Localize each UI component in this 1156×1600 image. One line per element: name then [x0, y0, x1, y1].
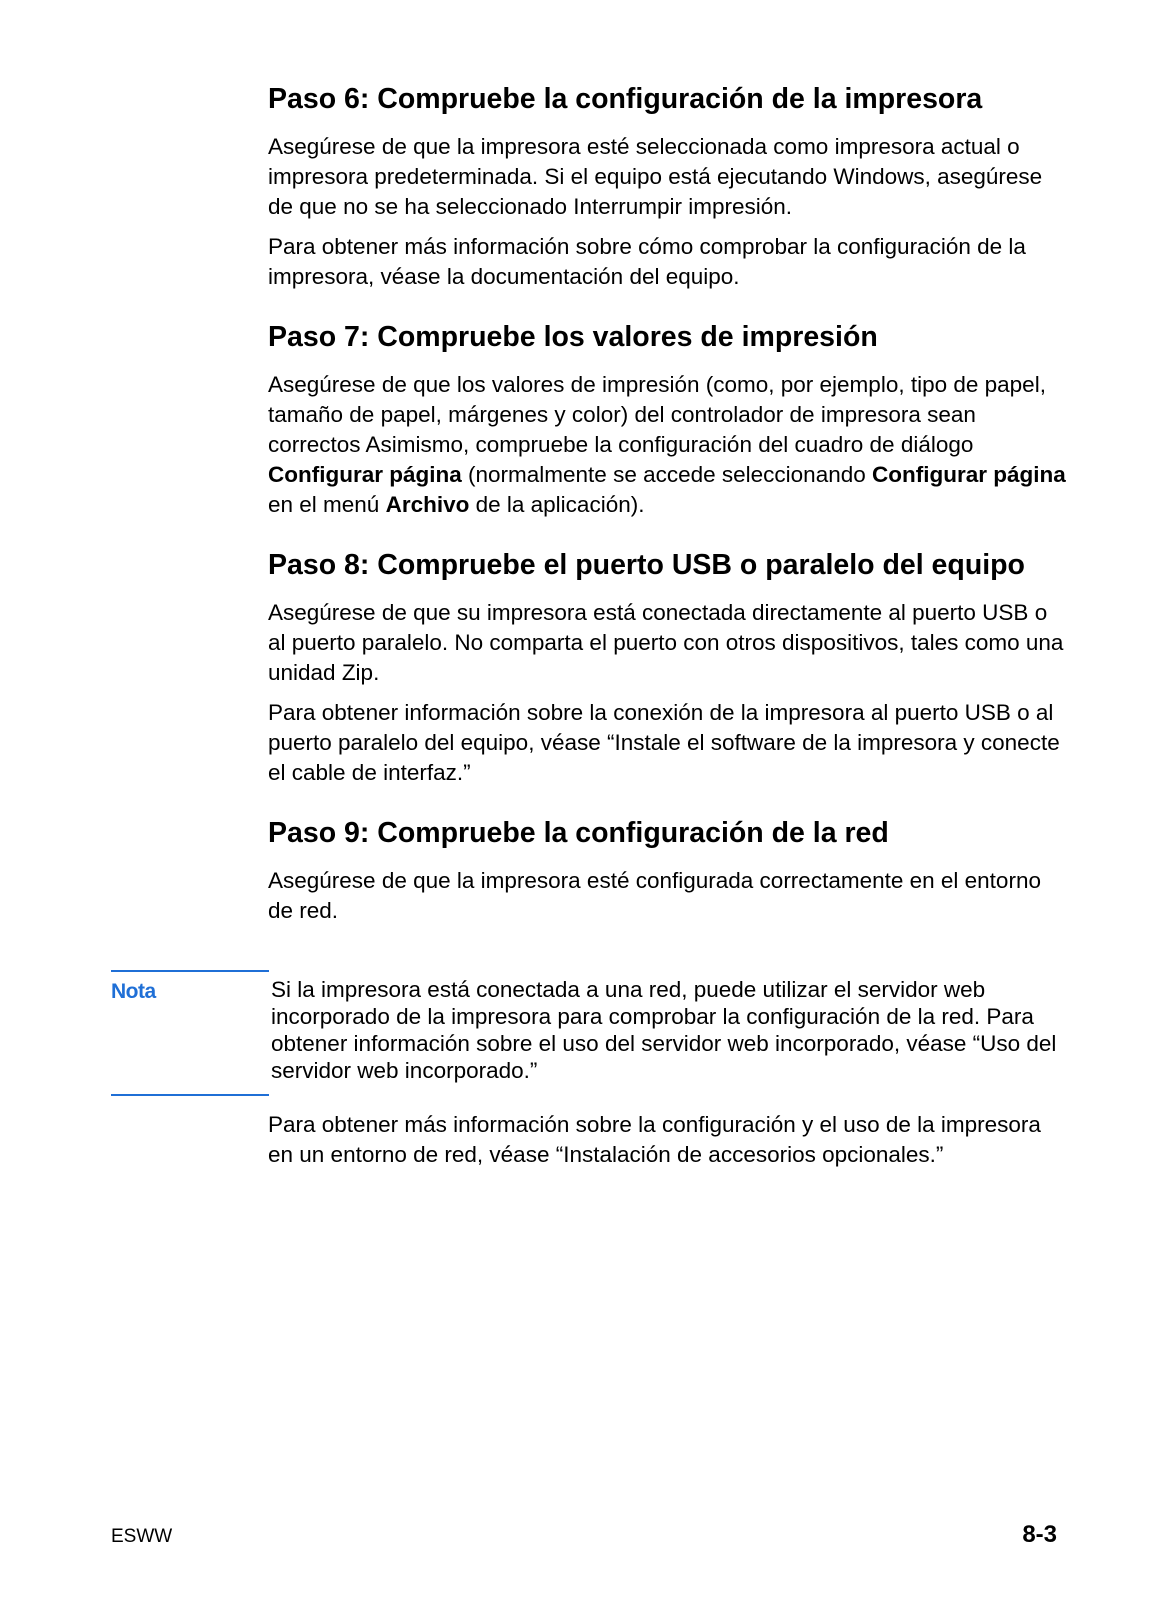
note-text: Si la impresora está conectada a una red, puede utilizar el servidor web incorporado de la impresora para comprobar la configuración de la red. Para obtener información sobre el uso del servidor web incorporado, véase “Uso del servidor web incorporado.”: [271, 977, 1057, 1083]
paragraph: Asegúrese de que la impresora esté configurada correctamente en el entorno de red.: [268, 868, 1041, 923]
note-box: [111, 970, 1071, 1096]
note-rule-top: [111, 970, 269, 972]
section-paso-6: [268, 82, 1068, 292]
text-run: de la aplicación).: [469, 492, 645, 517]
paragraph: Para obtener información sobre la conexión de la impresora al puerto USB o al puerto paralelo del equipo, véase “Instale el software de la impresora y conecte el cable de interfaz.”: [268, 700, 1060, 785]
section-paso-9: [268, 816, 1068, 926]
paragraph: Para obtener más información sobre la configuración y el uso de la impresora en un entorno de red, véase “Instalación de accesorios opcionales.”: [268, 1112, 1041, 1167]
text-run: Asegúrese de que los valores de impresión (como, por ejemplo, tipo de papel, tamaño de papel, márgenes y color) del controlador de impresora sean correctos Asimismo, compruebe la configuración del cuadro de diálogo: [268, 372, 1046, 457]
bold-term: Configurar página: [872, 462, 1066, 487]
text-run: (normalmente se accede seleccionando: [461, 462, 872, 487]
bold-term: Archivo: [385, 492, 470, 517]
paragraph: Asegúrese de que la impresora esté seleccionada como impresora actual o impresora predeterminada. Si el equipo está ejecutando Windows, asegúrese de que no se ha seleccionado Interrumpir impresión.: [268, 134, 1043, 219]
section-heading: Paso 6: Compruebe la configuración de la impresora: [268, 83, 983, 115]
bold-term: Configurar página: [268, 462, 462, 487]
main-content: [268, 82, 1068, 954]
footer-left: ESWW: [111, 1526, 173, 1547]
note-label: Nota: [111, 980, 156, 1003]
section-heading: Paso 9: Compruebe la configuración de la red: [268, 817, 889, 849]
section-heading: Paso 7: Compruebe los valores de impresión: [268, 321, 878, 353]
paragraph: Asegúrese de que su impresora está conectada directamente al puerto USB o al puerto paralelo. No comparta el puerto con otros dispositivos, tales como una unidad Zip.: [268, 600, 1064, 685]
section-heading: Paso 8: Compruebe el puerto USB o paralelo del equipo: [268, 549, 1025, 581]
section-paso-7: [268, 320, 1068, 520]
text-run: en el menú: [268, 492, 386, 517]
paragraph: Para obtener más información sobre cómo comprobar la configuración de la impresora, véase la documentación del equipo.: [268, 234, 1026, 289]
paragraph: [268, 370, 1068, 520]
note-rule-bottom: [111, 1094, 269, 1096]
page-number: 8-3: [1022, 1521, 1057, 1548]
after-note-block: [268, 1110, 1068, 1180]
section-paso-8: [268, 548, 1068, 788]
